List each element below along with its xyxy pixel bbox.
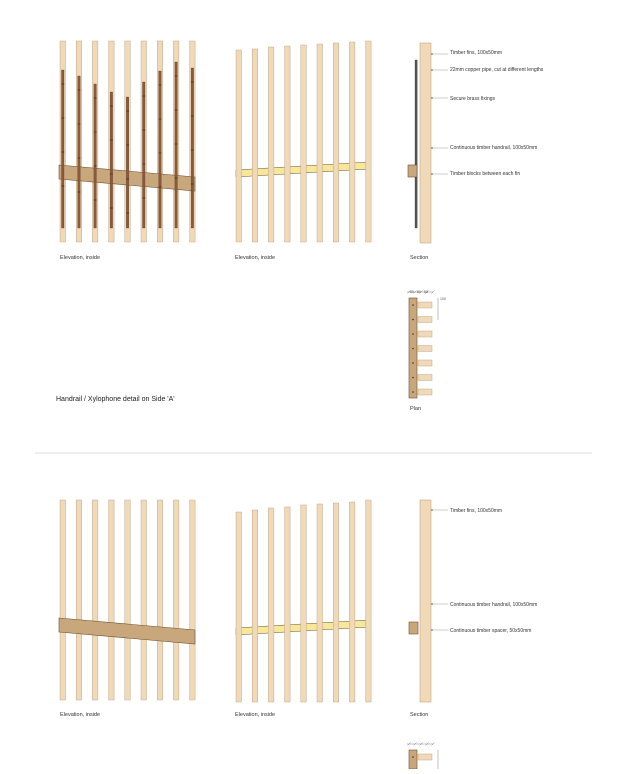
timber-fin: [190, 500, 196, 700]
plan-timber-fin: [418, 346, 432, 352]
section-handrail: [408, 165, 417, 177]
section-a-elevation-right: [236, 41, 371, 242]
a-elevation-left-label: Elevation, inside: [60, 255, 101, 261]
a-plan-dim-2: 50: [417, 290, 421, 294]
leader-dot: [431, 173, 433, 175]
plan-timber-fin: [418, 754, 432, 760]
section-b-elevation-left: [59, 500, 195, 700]
timber-fin: [366, 500, 372, 702]
plan-fixing: [412, 391, 414, 393]
plan-handrail: [409, 750, 417, 769]
plan-timber-fin: [418, 331, 432, 337]
timber-fin: [333, 503, 339, 702]
plan-fixing: [412, 304, 414, 306]
plan-timber-fin: [418, 389, 432, 395]
a-plan-label: Plan: [410, 406, 422, 412]
timber-fin: [173, 500, 179, 700]
b-elevation-left-label: Elevation, inside: [60, 712, 101, 718]
plan-fixing: [412, 377, 414, 379]
section-timber-fin: [420, 43, 431, 243]
section-a-plan-view: [407, 291, 438, 399]
plan-timber-fin: [418, 302, 432, 308]
a-section-label: Section: [410, 255, 429, 261]
section-a-elevation-left: [59, 41, 195, 242]
copper-pipe: [78, 76, 81, 228]
section-handrail: [409, 622, 418, 634]
a-plan-dim-4: 100: [440, 297, 446, 301]
b-note-timber-fins: Timber fins, 100x50mm: [450, 508, 503, 514]
copper-pipe: [159, 71, 162, 228]
timber-fin: [333, 43, 339, 242]
b-elevation-right-label: Elevation, inside: [235, 712, 276, 718]
timber-fin: [157, 500, 163, 700]
timber-fin: [285, 46, 291, 242]
a-plan-dim-3: 50: [424, 290, 428, 294]
a-plan-dim-1: 50: [410, 290, 414, 294]
timber-fin: [268, 508, 274, 702]
copper-pipe: [126, 97, 129, 228]
copper-pipe: [110, 92, 113, 228]
section-b-plan-view: [407, 743, 438, 770]
leader-dot: [431, 509, 433, 511]
b-note-spacer: Continuous timber spacer, 50x50mm: [450, 628, 532, 634]
leader-dot: [431, 629, 433, 631]
plan-timber-fin: [418, 375, 432, 381]
leader-dot: [431, 53, 433, 55]
copper-pipe: [191, 68, 194, 228]
plan-fixing: [412, 319, 414, 321]
timber-fin: [252, 510, 258, 702]
copper-pipe: [94, 84, 97, 228]
timber-fin: [236, 512, 242, 702]
timber-fin: [76, 500, 82, 700]
plan-fixing: [412, 362, 414, 364]
timber-fin: [301, 45, 307, 242]
section-b-section-view: [409, 500, 448, 702]
section-a-section-view: [408, 43, 448, 243]
b-note-handrail: Continuous timber handrail, 100x50mm: [450, 602, 538, 608]
timber-fin: [349, 502, 355, 702]
timber-fin: [301, 505, 307, 702]
leader-dot: [431, 97, 433, 99]
timber-fin: [317, 504, 323, 702]
copper-pipe: [175, 62, 178, 228]
timber-fin: [92, 500, 98, 700]
timber-fin: [366, 41, 372, 242]
timber-fin: [60, 500, 66, 700]
plan-timber-fin: [418, 360, 432, 366]
section-b-elevation-right: [236, 500, 371, 702]
timber-fin: [252, 49, 258, 242]
copper-pipe: [62, 70, 65, 228]
section-timber-fin: [420, 500, 431, 702]
a-elevation-right-label: Elevation, inside: [235, 255, 276, 261]
plan-fixing: [412, 756, 414, 758]
timber-fin: [236, 50, 242, 242]
timber-fin: [141, 500, 147, 700]
timber-fin: [349, 42, 355, 242]
plan-fixing: [412, 333, 414, 335]
plan-fixing: [412, 348, 414, 350]
a-drawing-title: Handrail / Xylophone detail on Side 'A': [56, 396, 175, 403]
copper-pipe: [143, 82, 146, 228]
a-note-brass-fixings: Secure brass fixings: [450, 96, 496, 102]
leader-dot: [431, 69, 433, 71]
section-copper-pipe: [415, 60, 417, 228]
a-note-copper-pipe: 22mm copper pipe, cut at different lengths: [450, 67, 544, 73]
leader-dot: [431, 147, 433, 149]
plan-timber-fin: [418, 317, 432, 323]
timber-fin: [125, 500, 131, 700]
b-section-label: Section: [410, 712, 429, 718]
a-note-timber-fins: Timber fins, 100x50mm: [450, 50, 503, 56]
timber-fin: [285, 507, 291, 702]
timber-fin: [109, 500, 115, 700]
leader-dot: [431, 603, 433, 605]
timber-fin: [268, 47, 274, 242]
timber-fin: [317, 44, 323, 242]
a-note-timber-blocks: Timber blocks between each fin: [450, 171, 521, 177]
a-note-handrail: Continuous timber handrail, 100x50mm: [450, 145, 538, 151]
